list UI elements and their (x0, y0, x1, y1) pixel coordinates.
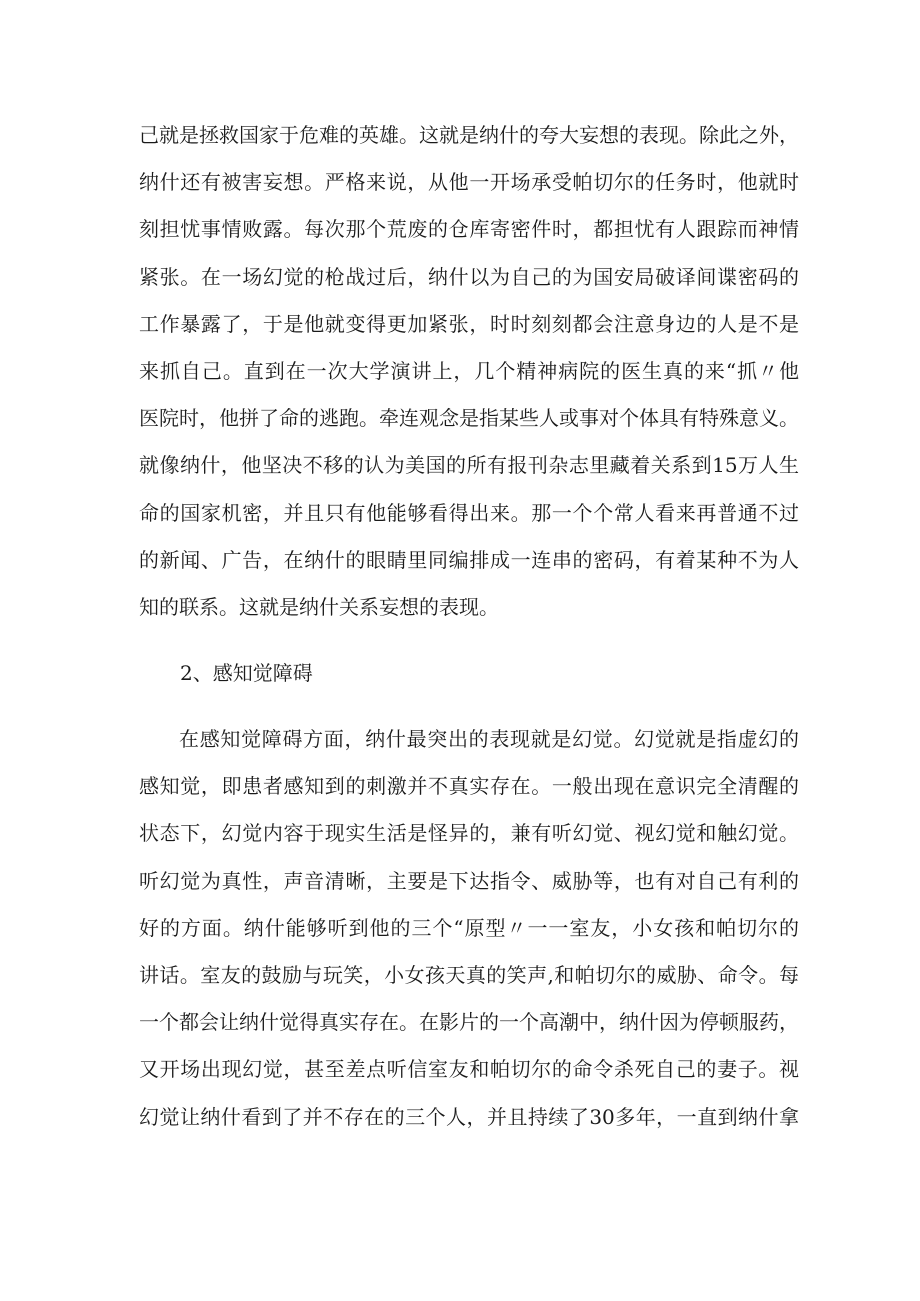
paragraph-line: 医院时，他拼了命的逃跑。牵连观念是指某些人或事对个体具有特殊意义。 (139, 406, 799, 431)
paragraph-line: 来抓自己。直到在一次大学演讲上，几个精神病院的医生真的来“抓〃他 (139, 358, 799, 383)
paragraph-line: 感知觉，即患者感知到的刺激并不真实存在。一般出现在意识完全清醒的 (139, 774, 799, 799)
paragraph-line: 好的方面。纳什能够听到他的三个“原型〃一一室友，小女孩和帕切尔的 (139, 915, 799, 940)
paragraph-line: 命的国家机密，并且只有他能够看得出来。那一个个常人看来再普通不过 (139, 500, 799, 525)
paragraph-line: 的新闻、广告，在纳什的眼睛里同编排成一连串的密码，有着某种不为人 (139, 547, 799, 572)
paragraph-line: 纳什还有被害妄想。严格来说，从他一开场承受帕切尔的任务时，他就时 (139, 170, 799, 195)
paragraph-line: 讲话。室友的鼓励与玩笑，小女孩天真的笑声,和帕切尔的威胁、命令。每 (139, 962, 799, 987)
paragraph-line: 听幻觉为真性，声音清晰，主要是下达指令、威胁等，也有对自己有利的 (139, 868, 799, 893)
paragraph-line: 紧张。在一场幻觉的枪战过后，纳什以为自己的为国安局破译间谍密码的 (139, 264, 799, 289)
section-heading-text: 2、感知觉障碍 (180, 661, 313, 685)
paragraph-line: 知的联系。这就是纳什关系妄想的表现。 (139, 594, 499, 619)
paragraph-line: 幻觉让纳什看到了并不存在的三个人，并且持续了30多年，一直到纳什拿 (139, 1104, 799, 1129)
paragraph-delusions (139, 112, 799, 631)
paragraph-line: 又开场出现幻觉，甚至差点听信室友和帕切尔的命令杀死自己的妻子。视 (139, 1057, 799, 1082)
paragraph-line: 在感知觉障碍方面，纳什最突出的表现就是幻觉。幻觉就是指虚幻的 (179, 727, 799, 751)
paragraph-line: 工作暴露了，于是他就变得更加紧张，时时刻刻都会注意身边的人是不是 (139, 311, 799, 336)
section-heading (180, 650, 800, 697)
paragraph-line: 就像纳什，他坚决不移的认为美国的所有报刊杂志里藏着关系到15万人生 (139, 453, 799, 478)
paragraph-line: 刻担忧事情败露。每次那个荒废的仓库寄密件时，都担忧有人跟踪而神情 (139, 217, 799, 242)
paragraph-line: 一个都会让纳什觉得真实存在。在影片的一个高潮中，纳什因为停顿服药， (139, 1010, 799, 1035)
paragraph-line: 己就是拯救国家于危难的英雄。这就是纳什的夸大妄想的表现。除此之外， (139, 123, 799, 147)
paragraph-line: 状态下，幻觉内容于现实生活是怪异的，兼有听幻觉、视幻觉和触幻觉。 (139, 821, 799, 846)
paragraph-perception (139, 716, 799, 1141)
